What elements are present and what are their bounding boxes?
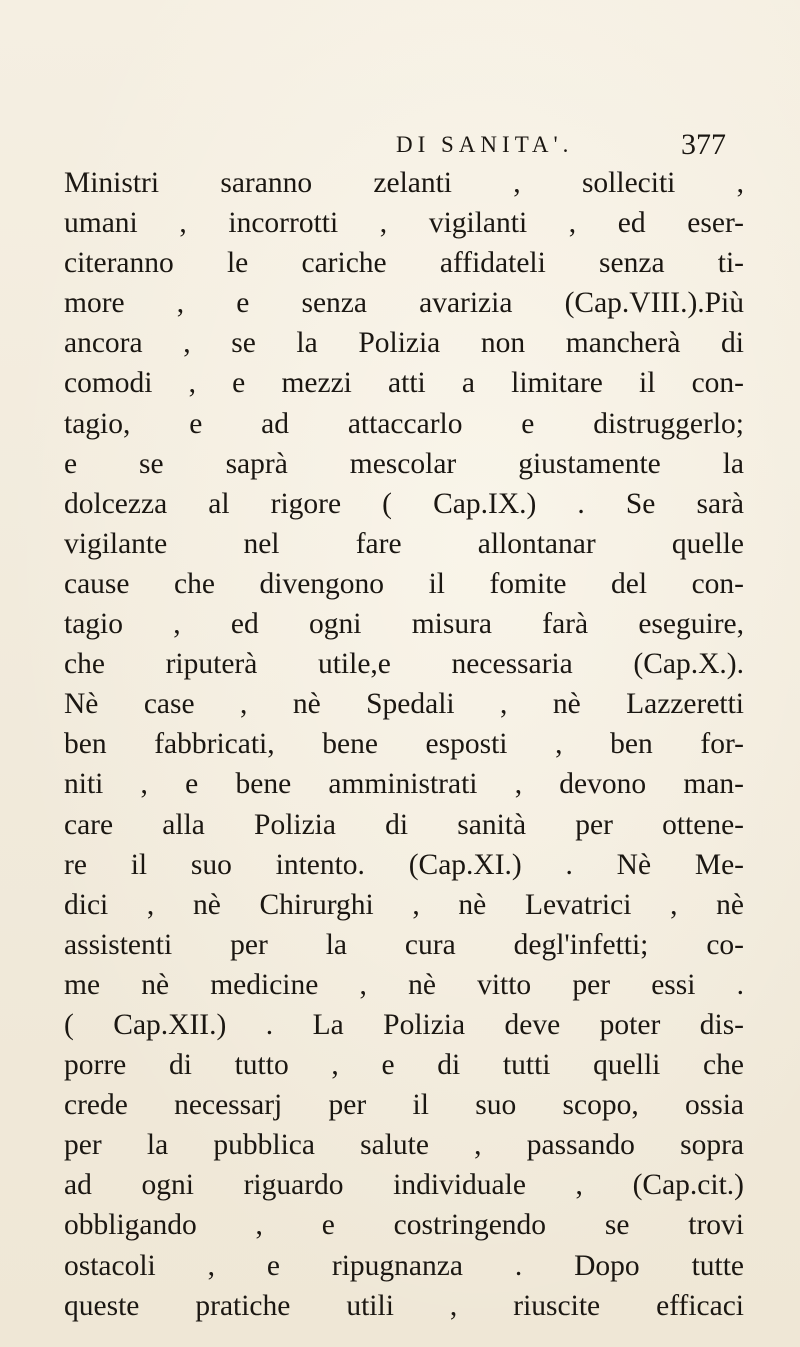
text-line: e se saprà mescolar giustamente la (64, 447, 744, 480)
text-line: Ministri saranno zelanti , solleciti , (64, 167, 744, 199)
text-line: ostacoli , e ripugnanza . Dopo tutte (64, 1249, 744, 1282)
text-line: cause che divengono il fomite del con- (64, 567, 744, 600)
body-text (64, 163, 744, 1326)
text-line: per la pubblica salute , passando sopra (64, 1129, 744, 1162)
text-line: dici , nè Chirurghi , nè Levatrici , nè (64, 888, 744, 921)
running-head: DI SANITA'. (396, 132, 574, 157)
text-line: re il suo intento. (Cap.XI.) . Nè Me- (64, 848, 744, 881)
text-line: obbligando , e costringendo se trovi (64, 1209, 744, 1242)
text-line: queste pratiche utili , riuscite efficaci (64, 1289, 744, 1322)
text-line: citeranno le cariche affidateli senza ti- (64, 247, 744, 280)
text-line: ancora , se la Polizia non mancherà di (64, 327, 744, 360)
text-line: Nè case , nè Spedali , nè Lazzeretti (64, 688, 744, 721)
page-header (396, 128, 726, 168)
text-line: more , e senza avarizia (Cap.VIII.).Più (64, 287, 744, 320)
text-line: che riputerà utile,e necessaria (Cap.X.). (64, 648, 744, 681)
text-line: crede necessarj per il suo scopo, ossia (64, 1089, 744, 1122)
text-line: tagio , ed ogni misura farà eseguire, (64, 608, 744, 641)
text-line: vigilante nel fare allontanar quelle (64, 527, 744, 560)
text-line: me nè medicine , nè vitto per essi . (64, 968, 744, 1001)
text-line: care alla Polizia di sanità per ottene- (64, 808, 744, 841)
text-line: umani , incorrotti , vigilanti , ed eser- (64, 207, 744, 240)
text-line: ( Cap.XII.) . La Polizia deve poter dis- (64, 1008, 744, 1041)
text-line: tagio, e ad attaccarlo e distruggerlo; (64, 407, 744, 440)
page-number: 377 (681, 128, 726, 161)
text-line: ben fabbricati, bene esposti , ben for- (64, 728, 744, 761)
text-line: niti , e bene amministrati , devono man- (64, 768, 744, 801)
text-line: porre di tutto , e di tutti quelli che (64, 1049, 744, 1082)
text-line: comodi , e mezzi atti a limitare il con- (64, 367, 744, 400)
text-line: dolcezza al rigore ( Cap.IX.) . Se sarà (64, 487, 744, 520)
text-line: ad ogni riguardo individuale , (Cap.cit.) (64, 1169, 744, 1202)
text-line: assistenti per la cura degl'infetti; co- (64, 928, 744, 961)
